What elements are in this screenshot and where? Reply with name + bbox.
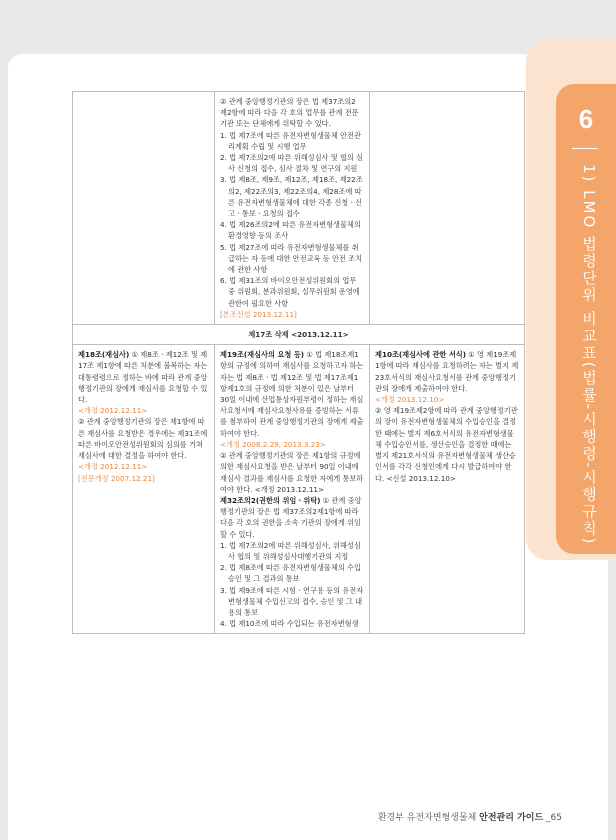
- chapter-tab-inner: [556, 84, 616, 554]
- list-item: 2. 법 제8조에 따른 유전자변형생물체의 수입승인 및 그 결과의 통보: [220, 563, 361, 584]
- table-row: [73, 345, 525, 634]
- amendment-note: [본조신설 2013.12.11]: [220, 309, 297, 319]
- law-cell: [73, 345, 215, 634]
- list-item: 3. 법 제9조에 따른 시험ㆍ연구용 등의 유전자변형생물체 수입신고의 접수, 승인 및 그 내용의 통보: [220, 585, 364, 617]
- paragraph: 제19조(재심사의 요청 등) ① 법 제18조제1항의 규정에 의하여 재심사를 요청하고자 하는 자는 법 제8조ㆍ법 제12조 및 법 제17조제1항제1호의 규정에 의한 처분이 있은 날부터 30일 이내에 산업통상자원부령이 정하는 재심사요청서에 재심사요청사유를 증빙하는 서류를 첨부하여 관계 중앙행정기관의 장에게 제출하여야 한다.: [220, 350, 366, 438]
- paragraph: 제10조(재심사에 관한 서식) ① 영 제19조제1항에 따라 재심사를 요청하려는 자는 별지 제23호서식의 재심사요청서를 관계 중앙행정기관의 장에게 제출하여야 한다.: [375, 350, 519, 393]
- paragraph: 제18조(재심사) ① 제8조ㆍ제12조 및 제17조 제1항에 따른 처분에 불복하는 자는 대통령령으로 정하는 바에 따라 관계 중앙행정기관의 장에게 재심사를 요청할 수 있다.: [78, 350, 210, 405]
- rule-cell: [370, 345, 525, 634]
- table-row: [73, 325, 525, 345]
- paragraph: ② 영 제19조제2항에 따라 관계 중앙행정기관의 장이 유전자변형생물체의 수입승인을 결정한 때에는 별지 제6호서식의 유전자변형생물체 수입승인서를, 생산승인을 결정한 때에는 별지 제21호서식의 유전자변형생물체 생산승인서를 각각 신청인에게 다시 발급하여야 한다. <신설 2013.12.10>: [375, 406, 518, 483]
- article-heading: 제19조(재심사의 요청 등): [220, 350, 305, 360]
- amendment-note: <개정 2008.2.29, 2013.3.23>: [220, 439, 326, 449]
- chapter-divider: [572, 148, 598, 149]
- article-heading: 제18조(재심사): [78, 350, 130, 360]
- footer-text: 환경부 유전자변형생물체: [377, 813, 480, 823]
- list-item: 3. 법 제8조, 제9조, 제12조, 제18조, 제22조의2, 제22조의3, 제22조의4, 제28조에 따른 유전자변형생물체에 대한 각종 신청ㆍ신고ㆍ통보ㆍ요청의 접수: [220, 175, 363, 219]
- paragraph: ② 관계 중앙행정기관의 장은 제1항의 규정에 의한 재심사요청을 받은 날부터 90일 이내에 재심사 결과를 재심사를 요청한 자에게 통보하여야 한다. <개정 2013.12.11>: [220, 451, 364, 494]
- comparison-table: [72, 91, 525, 634]
- amendment-note: [전문개정 2007.12.21]: [78, 473, 155, 483]
- paragraph: ② 관계 중앙행정기관의 장은 제1항에 따른 재심사를 요청받은 경우에는 제31조에 따른 바이오안전성위원회의 심의를 거쳐 재심사에 대한 결정을 하여야 한다.: [78, 417, 210, 461]
- page-number: _65: [546, 813, 562, 823]
- list-item: 1. 법 제7조의2에 따른 위해성심사, 위해성심사 협의 및 위해성심사대행기관의 지정: [220, 540, 361, 561]
- law-cell: [73, 92, 215, 325]
- article-heading: 제32조의2(권한의 위임ㆍ위탁): [220, 495, 321, 505]
- list-item: 6. 법 제31조의 바이오안전성위원회의 업무 중 위원회, 분과위원회, 실무위원회 운영에 관한여 필요한 사항: [220, 276, 363, 308]
- paragraph: ② 관계 중앙행정기관의 장은 법 제37조의2 제2항에 따라 다음 각 호의 업무를 관계 전문 기관 또는 단체에게 위탁할 수 있다.: [220, 97, 361, 129]
- section-title: 1) LMO 법령단위 비교표(법률-시행령-시행규칙): [580, 164, 598, 546]
- list-item: 1. 법 제7조에 따른 유전자변형생물체 안전관리계획 수립 및 시행 업무: [220, 130, 361, 151]
- list-item: 4. 법 제10조에 따라 수입되는 유전자변형생: [220, 619, 359, 629]
- decree-cell: [215, 345, 370, 634]
- list-item: 4. 법 제26조의2에 따른 유전자변형생물체의 환경영향 등의 조사: [220, 220, 364, 241]
- paragraph: 제32조의2(권한의 위임ㆍ위탁) ① 관계 중앙행정기관의 장은 법 제37조의2제1항에 따라 다음 각 호의 권한을 소속 기관의 장에게 위임할 수 있다.: [220, 495, 362, 539]
- page-footer: [362, 810, 562, 823]
- amendment-note: <개정 2012.12.11>: [78, 406, 148, 416]
- table-row: [73, 92, 525, 325]
- decree-cell: [215, 92, 370, 325]
- footer-guide-title: 안전관리 가이드: [479, 813, 544, 823]
- chapter-tab: [532, 40, 616, 560]
- deleted-article-cell: 제17조 삭제 <2013.12.11>: [73, 325, 525, 345]
- chapter-number: 6: [578, 104, 594, 134]
- list-item: 2. 법 제7조의2에 따른 위해성심사 및 협의 심사 신청의 접수, 심사 절차 및 연구의 지원: [220, 153, 364, 174]
- article-heading: 제10조(재심사에 관한 서식): [375, 350, 467, 360]
- amendment-note: <개정 2013.12.10>: [375, 395, 445, 405]
- amendment-note: <개정 2012.12.11>: [78, 462, 148, 472]
- list-item: 5. 법 제27조에 따라 유전자변형생물체를 취급하는 자 등에 대한 안전교육 등 안전 조치에 관한 사항: [220, 242, 363, 275]
- rule-cell: [370, 92, 525, 325]
